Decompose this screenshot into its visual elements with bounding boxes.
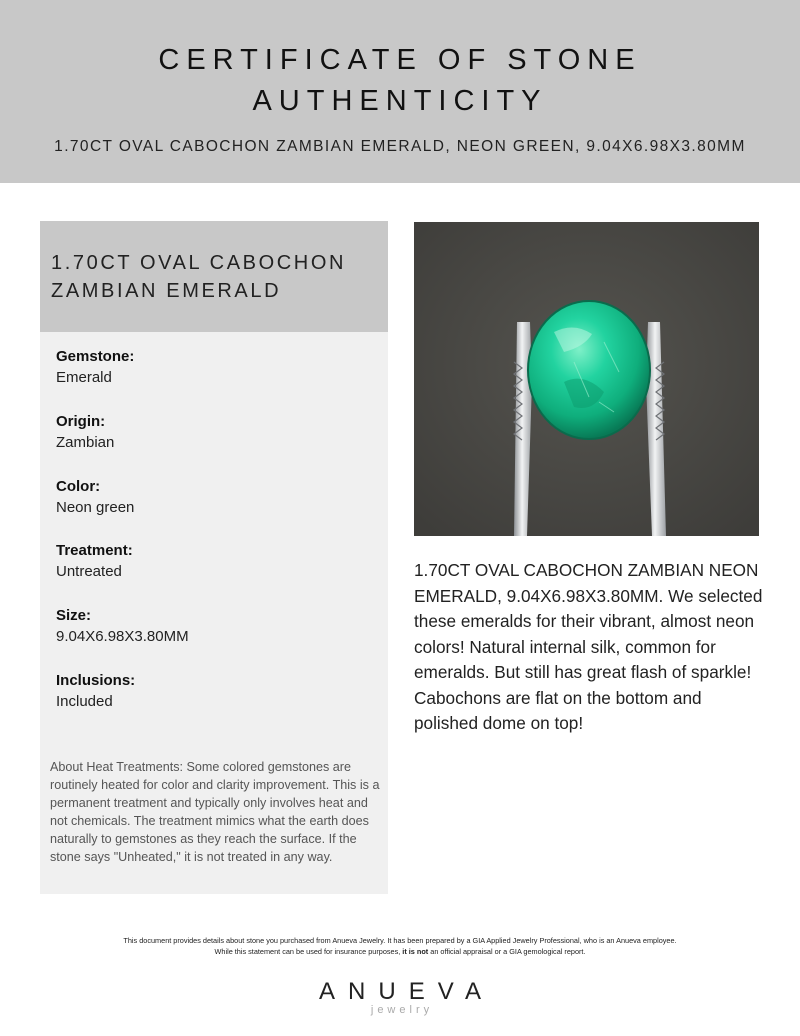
stone-details-panel (40, 221, 388, 894)
spec-label: Color: (56, 478, 101, 495)
disclaimer-line-1: This document provides details about stone you purchased from Anueva Jewelry. It has been prepared by a GIA Applied Jewelry Professional, who is an Anueva employee. (123, 936, 677, 945)
panel-title-line-1: 1.70CT OVAL CABOCHON (51, 252, 347, 274)
panel-title-line-2: ZAMBIAN EMERALD (51, 280, 282, 302)
logo-wordmark: ANUEVA (319, 978, 494, 1005)
disclaimer-line-2 (0, 946, 800, 957)
spec-color (56, 477, 134, 519)
disclaimer-text: an official appraisal or a GIA gemological report. (428, 947, 586, 956)
disclaimer (0, 935, 800, 957)
spec-label: Treatment: (56, 542, 133, 559)
brand-logo (0, 978, 800, 1016)
heat-treatment-note: About Heat Treatments: Some colored gemstones are routinely heated for color and clarity improvement. This is a permanent treatment and typically only involves heat and not chemicals. The treatment mimics what the earth does naturally to gemstones as they reach the surface. If the stone says "Unheated," it is not treated in any way. (50, 760, 380, 864)
emerald-illustration (414, 222, 759, 536)
stone-description: 1.70CT OVAL CABOCHON ZAMBIAN NEON EMERALD, 9.04X6.98X3.80MM. We selected these emeralds for their vibrant, almost neon colors! Natural internal silk, common for emeralds. But still has great flash of sparkle! Cabochons are flat on the bottom and polished dome on top! (414, 560, 763, 733)
certificate-header (0, 0, 800, 183)
spec-treatment (56, 541, 133, 583)
disclaimer-emphasis: it is not (402, 947, 429, 956)
spec-label: Gemstone: (56, 348, 135, 365)
spec-size (56, 606, 189, 648)
spec-value: Emerald (56, 369, 112, 386)
spec-label: Size: (56, 607, 92, 624)
title-line-2: AUTHENTICITY (252, 85, 548, 117)
spec-value: 9.04X6.98X3.80MM (56, 628, 189, 645)
disclaimer-text: While this statement can be used for insurance purposes, (214, 947, 403, 956)
spec-value: Untreated (56, 563, 122, 580)
spec-inclusions (56, 671, 135, 713)
panel-header (40, 221, 388, 332)
spec-label: Inclusions: (56, 672, 136, 689)
emerald-stone (528, 301, 650, 439)
title-line-1: CERTIFICATE OF STONE (158, 44, 642, 76)
spec-label: Origin: (56, 413, 106, 430)
spec-value: Included (56, 693, 113, 710)
logo-tagline: jewelry (370, 1004, 434, 1016)
spec-gemstone (56, 347, 134, 389)
certificate-title (0, 40, 800, 122)
panel-title (51, 249, 346, 305)
spec-value: Neon green (56, 499, 135, 516)
stone-photo (414, 222, 759, 536)
spec-origin (56, 412, 114, 454)
spec-value: Zambian (56, 434, 115, 451)
certificate-subtitle: 1.70CT OVAL CABOCHON ZAMBIAN EMERALD, NEON GREEN, 9.04X6.98X3.80MM (54, 138, 746, 155)
